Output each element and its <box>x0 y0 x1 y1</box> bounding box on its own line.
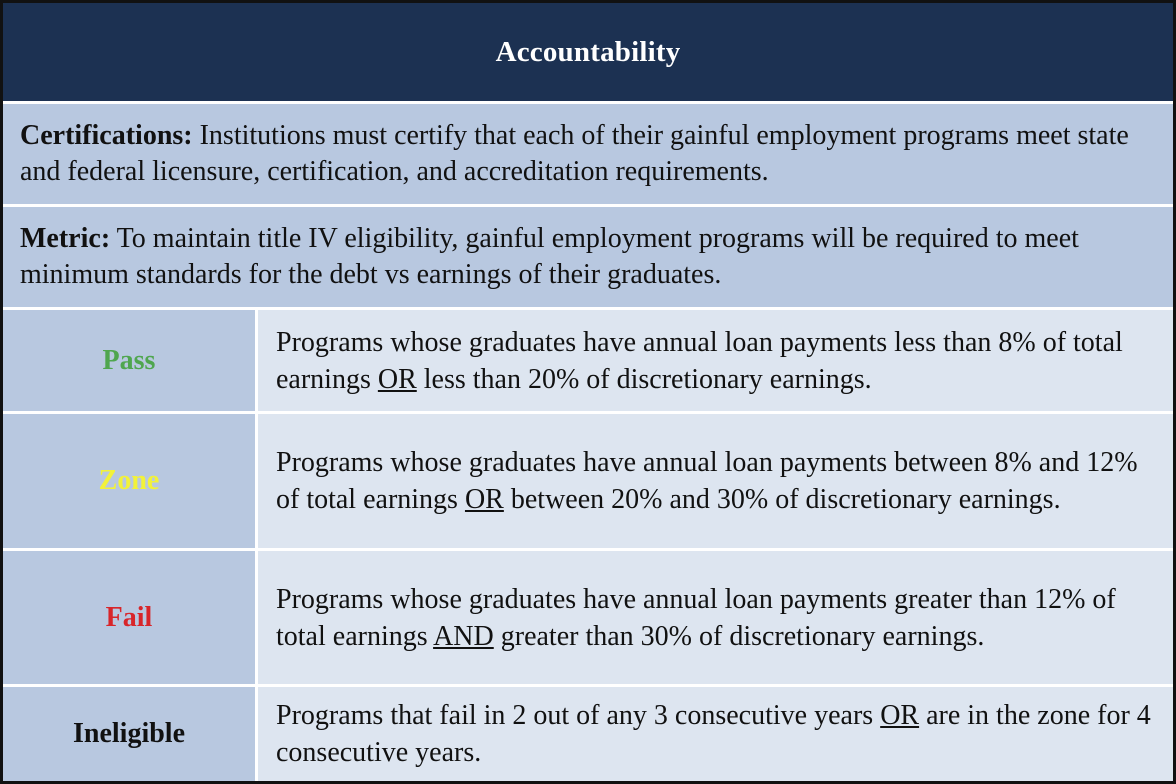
zone-text-before: Programs whose graduates have annual loan payments between 8% and 12% of total earnings <box>276 447 1138 515</box>
metric-paragraph <box>20 221 1157 293</box>
zone-row <box>3 414 1173 548</box>
zone-label: Zone <box>3 414 255 548</box>
fail-emphasis: AND <box>433 620 494 652</box>
ineligible-text-after: are in the zone for 4 consecutive years. <box>276 700 1151 768</box>
pass-row <box>3 310 1173 411</box>
ineligible-label: Ineligible <box>3 687 255 781</box>
ineligible-emphasis: OR <box>880 700 920 731</box>
certifications-section <box>3 104 1173 204</box>
certifications-text: Institutions must certify that each of their gainful employment programs meet state and federal licensure, certification, and accreditation requirements. <box>20 120 1129 187</box>
fail-description <box>258 551 1173 684</box>
fail-label: Fail <box>3 551 255 684</box>
metric-section <box>3 207 1173 307</box>
fail-text-before: Programs whose graduates have annual loan payments greater than 12% of total earnings <box>276 583 1116 652</box>
pass-label: Pass <box>3 310 255 411</box>
pass-text-after: less than 20% of discretionary earnings. <box>416 363 872 395</box>
metric-label: Metric: <box>20 223 111 254</box>
certifications-label: Certifications: <box>20 120 193 151</box>
metric-text: To maintain title IV eligibility, gainful employment programs will be required to meet minimum standards for the debt vs earnings of their graduates. <box>20 223 1079 290</box>
fail-row <box>3 551 1173 684</box>
table-title-text: Accountability <box>495 35 681 68</box>
pass-description <box>258 310 1173 411</box>
zone-emphasis: OR <box>464 484 504 515</box>
certifications-paragraph <box>20 118 1157 190</box>
accountability-table <box>3 3 1173 781</box>
table-title <box>3 3 1173 101</box>
zone-text-after: between 20% and 30% of discretionary earnings. <box>503 484 1061 515</box>
ineligible-description <box>258 687 1173 781</box>
ineligible-row <box>3 687 1173 781</box>
pass-text-before: Programs whose graduates have annual loan payments less than 8% of total earnings <box>276 326 1123 395</box>
zone-description <box>258 414 1173 548</box>
pass-emphasis: OR <box>377 363 417 395</box>
fail-text-after: greater than 30% of discretionary earnings. <box>493 620 985 652</box>
ineligible-text-before: Programs that fail in 2 out of any 3 consecutive years <box>276 700 881 731</box>
